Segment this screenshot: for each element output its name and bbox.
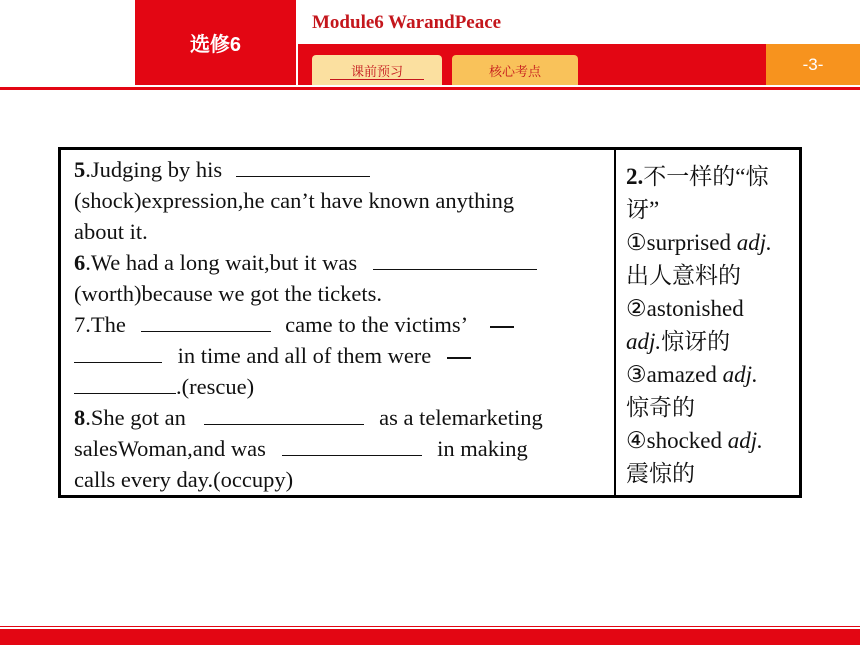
q7-text-a: 7.The — [74, 312, 126, 337]
q6-number: 6 — [74, 250, 86, 275]
tab-preview[interactable] — [312, 55, 442, 85]
tab-underline — [330, 79, 424, 80]
q7-hidden-answer-1: ———— — [170, 325, 243, 335]
note-item-2b — [626, 325, 789, 358]
q8-text-c: salesWoman,and was — [74, 436, 266, 461]
q7-text-c: in time and all of them were — [177, 343, 432, 368]
footer-line — [0, 626, 860, 627]
note-word-2: ②astonished — [626, 296, 744, 321]
q7-line1 — [74, 309, 604, 340]
note-pos-3: adj. — [722, 362, 758, 387]
q8-number: 8 — [74, 405, 86, 430]
module-title: Module6 WarandPeace — [312, 12, 502, 33]
q6-line2: (worth)because we got the tickets. — [74, 281, 383, 306]
note-meaning-4: 震惊的 — [626, 461, 695, 486]
exercise-box — [58, 147, 802, 498]
tab-preview-label: 课前预习 — [350, 63, 403, 79]
header-divider — [0, 87, 860, 90]
note-meaning-1: 出人意料的 — [626, 263, 741, 288]
q7-line2 — [74, 340, 604, 371]
q7-line3 — [74, 371, 604, 402]
course-label: 选修6 — [135, 0, 296, 85]
notes-title-text: 不一样的“惊讶” — [626, 164, 769, 222]
q8-hidden-answer-2: ———— — [315, 449, 388, 459]
note-pos-2: adj. — [626, 329, 662, 354]
tab-key-points[interactable] — [452, 55, 578, 85]
note-meaning-2: 惊讶的 — [661, 329, 731, 354]
page-number: -3- — [766, 44, 860, 85]
note-word-4: ④shocked — [626, 428, 722, 453]
q8-line1 — [74, 402, 604, 433]
note-item-2 — [626, 292, 789, 325]
q8-blank-1 — [204, 402, 364, 428]
q6-line1 — [74, 247, 604, 278]
note-word-3: ③amazed — [626, 362, 717, 387]
note-pos-1: adj. — [736, 230, 772, 255]
tab-key-points-label: 核心考点 — [488, 63, 541, 79]
q7-dash-2 — [447, 357, 471, 359]
q8-line2 — [74, 433, 604, 464]
note-item-4 — [626, 424, 789, 457]
q7-hidden-answer-2: ——— — [91, 356, 145, 366]
q8-blank-2 — [282, 433, 422, 459]
q6-text-a: .We had a long wait,but it was — [85, 250, 358, 275]
note-item-1 — [626, 226, 789, 259]
q5-text-a: .Judging by his — [85, 157, 223, 182]
notes-title — [626, 160, 789, 226]
q7-text-d: .(rescue) — [176, 374, 255, 399]
q6-blank — [373, 247, 537, 270]
q8-text-b: as a telemarketing — [379, 405, 543, 430]
q5-hidden-answer: ——— — [275, 170, 330, 180]
q5-blank — [236, 154, 370, 180]
q7-blank-1 — [141, 309, 271, 335]
header-left-blank — [0, 0, 135, 85]
q7-text-b: came to the victims’ — [285, 312, 469, 337]
note-meaning-3: 惊奇的 — [626, 395, 695, 420]
q8-text-d: in making — [437, 436, 528, 461]
notes-column — [616, 150, 799, 495]
q8-line3: calls every day.(occupy) — [74, 467, 294, 492]
q8-text-a: .She got an — [85, 405, 186, 430]
q5-line1 — [74, 154, 604, 185]
footer-bar — [0, 629, 860, 645]
note-word-1: ①surprised — [626, 230, 731, 255]
notes-title-number: 2. — [626, 164, 644, 189]
q5-line2: (shock)expression,he can’t have known anything — [74, 188, 515, 213]
q8-hidden-answer-1: ———— — [247, 418, 320, 428]
note-item-3 — [626, 358, 789, 391]
q7-blank-3 — [74, 371, 176, 394]
note-pos-4: adj. — [727, 428, 763, 453]
exercise-column — [61, 150, 616, 495]
q5-number: 5 — [74, 157, 86, 182]
q7-blank-2 — [74, 340, 162, 366]
q5-line3: about it. — [74, 219, 148, 244]
q7-dash-1 — [490, 326, 514, 328]
